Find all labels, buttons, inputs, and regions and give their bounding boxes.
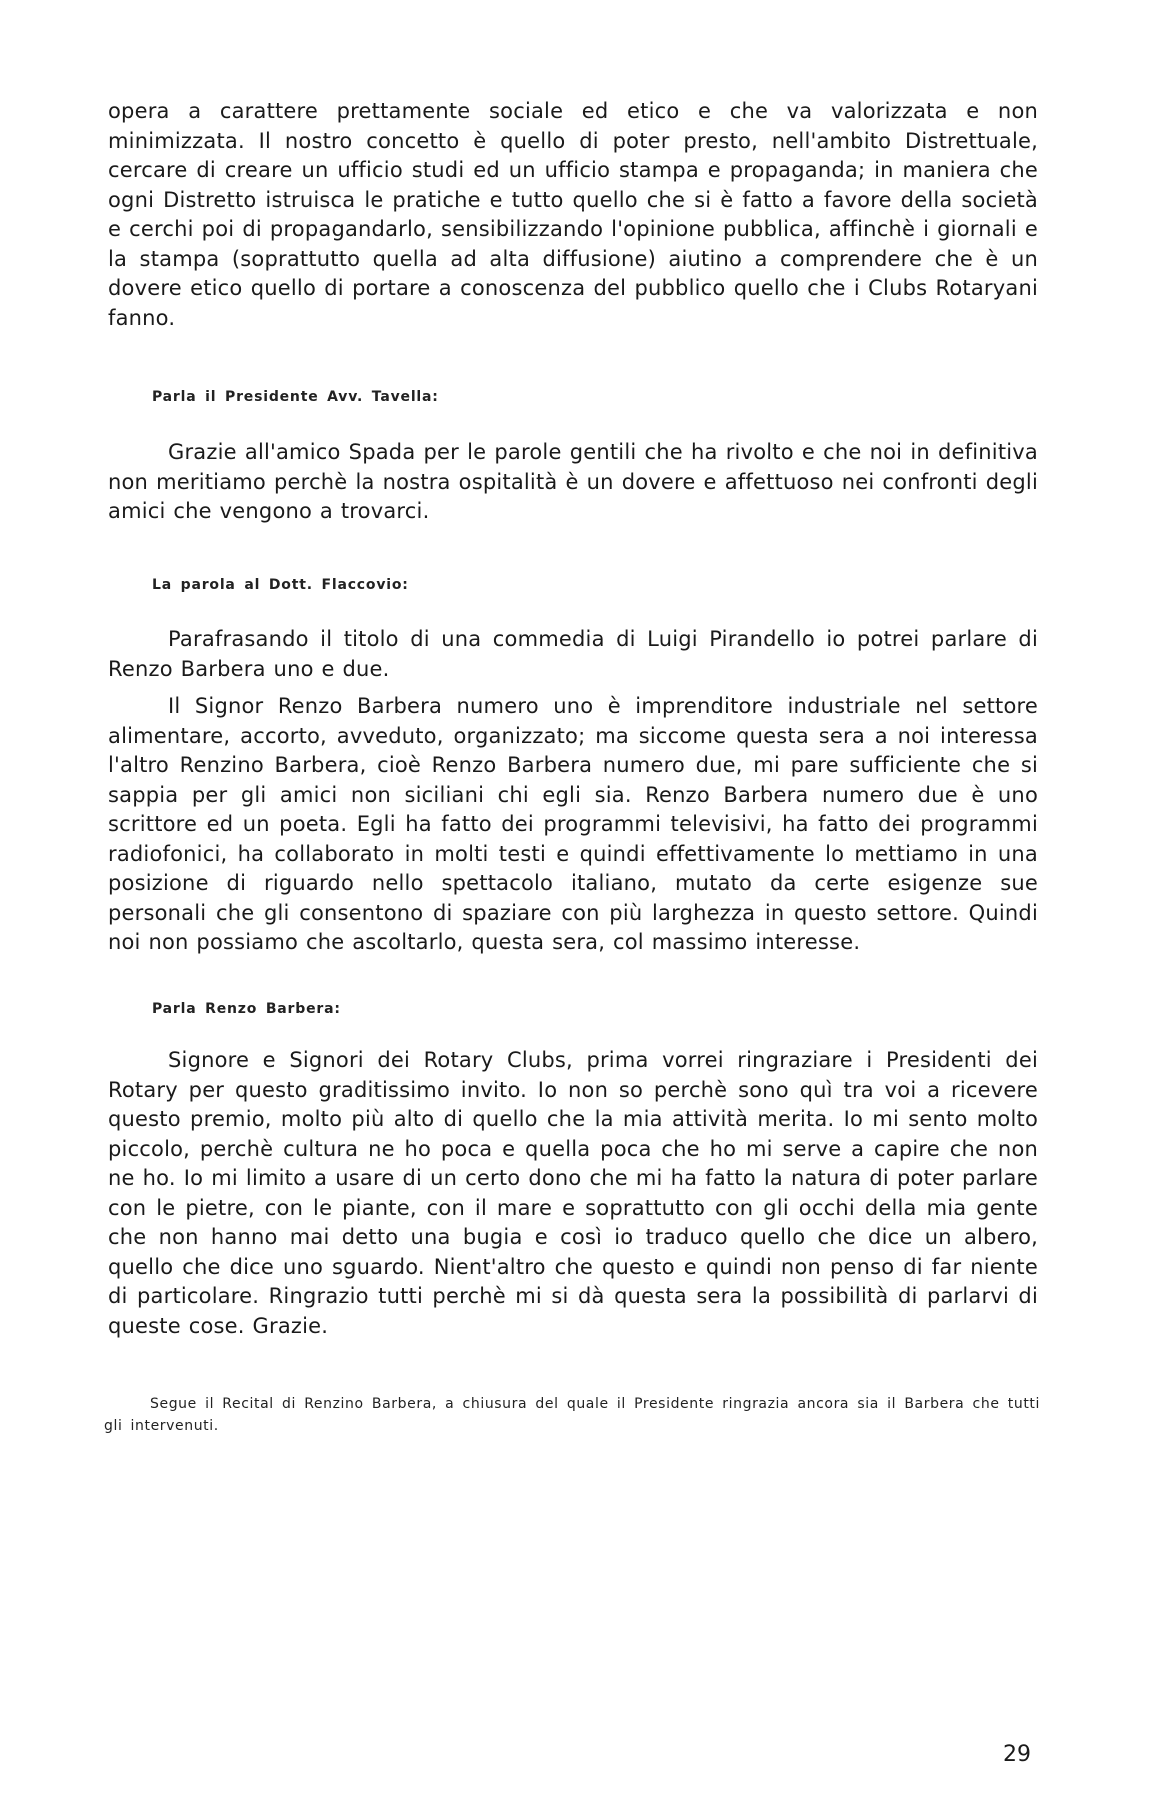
barbera-speech: [108, 1046, 1038, 1341]
flaccovio-paragraph-2: Il Signor Renzo Barbera numero uno è imprenditore industriale nel settore alimentare, accorto, avveduto, organizzato; ma siccome questa sera a noi interessa l'altro Renzino Barbera, cioè Renzo Barbera numero due, mi pare sufficiente che si sappia per gli amici non siciliani chi egli sia. Renzo Barbera numero due è uno scrittore ed un poeta. Egli ha fatto dei programmi televisivi, ha fatto dei programmi radiofonici, ha collaborato in molti testi e quindi effettivamente lo mettiamo in una posizione di riguardo nello spettacolo italiano, mutato da certe esigenze sue personali che gli consentono di spaziare con più larghezza in questo settore. Quindi noi non possiamo che ascoltarlo, questa sera, col massimo interesse.: [108, 694, 1038, 954]
page-number: 29: [1003, 1742, 1031, 1767]
speaker-heading-barbera: Parla Renzo Barbera:: [152, 1001, 341, 1017]
speaker-heading-tavella: Parla il Presidente Avv. Tavella:: [152, 389, 439, 405]
tavella-speech: [108, 438, 1038, 527]
speaker-heading-flaccovio: La parola al Dott. Flaccovio:: [152, 577, 409, 593]
flaccovio-paragraph-1: Parafrasando il titolo di una commedia di Luigi Pirandello io potrei parlare di Renzo Barbera uno e due.: [108, 627, 1038, 681]
flaccovio-speech: [108, 625, 1038, 958]
barbera-paragraph: Signore e Signori dei Rotary Clubs, prima vorrei ringraziare i Presidenti dei Rotary per questo graditissimo invito. Io non so perchè sono quì tra voi a ricevere questo premio, molto più alto di quello che la mia attività merita. Io mi sento molto piccolo, perchè cultura ne ho poca e quella poca che ho mi serve a capire che non ne ho. Io mi limito a usare di un certo dono che mi ha fatto la natura di poter parlare con le pietre, con le piante, con il mare e soprattutto con gli occhi della mia gente che non hanno mai detto una bugia e così io traduco quello che dice un albero, quello che dice uno sguardo. Nient'altro che questo e quindi non penso di far niente di particolare. Ringrazio tutti perchè mi si dà questa sera la possibilità di parlarvi di queste cose. Grazie.: [108, 1048, 1038, 1338]
opening-paragraph: opera a carattere prettamente sociale ed etico e che va valorizzata e non minimizzata. Il nostro concetto è quello di poter presto, nell'ambito Distrettuale, cercare di creare un ufficio studi ed un ufficio stampa e propaganda; in maniera che ogni Distretto istruisca le pratiche e tutto quello che si è fatto a favore della società e cerchi poi di propagandarlo, sensibilizzando l'opinione pubblica, affinchè i giornali e la stampa (soprattutto quella ad alta diffusione) aiutino a comprendere che è un dovere etico quello di portare a conoscenza del pubblico quello che i Clubs Rotaryani fanno.: [108, 99, 1038, 330]
tavella-paragraph: Grazie all'amico Spada per le parole gentili che ha rivolto e che noi in definitiva non meritiamo perchè la nostra ospitalità è un dovere e affettuoso nei confronti degli amici che vengono a trovarci.: [108, 440, 1038, 523]
opening-paragraph-block: [108, 97, 1038, 333]
closing-note: Segue il Recital di Renzino Barbera, a chiusura del quale il Presidente ringrazia ancora sia il Barbera che tutti gli intervenuti.: [104, 1396, 1040, 1434]
